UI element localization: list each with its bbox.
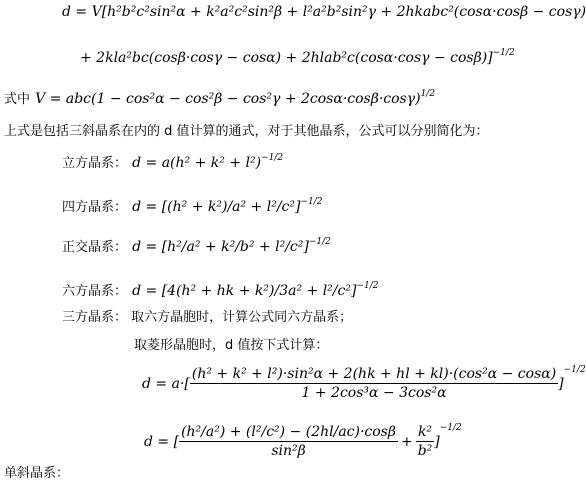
- v-formula: V = abc(1 − cos²α − cos²β − cos²γ + 2cosα·cosβ·cosγ): [35, 91, 421, 107]
- tetragonal-label: 四方晶系：: [62, 200, 128, 215]
- monoclinic-formula: [144, 424, 462, 459]
- mono-fraction1: [179, 424, 398, 459]
- v-label: 式中: [4, 92, 31, 107]
- tetragonal-exponent: −1/2: [300, 197, 323, 207]
- rhombo-numerator: (h² + k² + l²)·sin²α + 2(hk + hl + kl)·(cos²α − cosα): [191, 366, 557, 382]
- mono-fraction2: [416, 424, 435, 459]
- cubic-formula: d = a(h² + k² + l²): [132, 155, 262, 171]
- mono-rbracket: ]: [434, 433, 440, 450]
- general-formula-exponent: −1/2: [492, 48, 515, 58]
- hexagonal-formula: d = [4(h² + hk + k²)/3a² + l²/c²]: [132, 283, 357, 299]
- hexagonal-row: [62, 280, 378, 299]
- hexagonal-exponent: −1/2: [356, 281, 379, 291]
- rhombo-fraction: [190, 366, 558, 401]
- mono-exponent: −1/2: [439, 422, 462, 433]
- general-formula-line2-text: + 2kla²bc(cosβ·cosγ − cosα) + 2hlab²c(cosα·cosγ − cosβ)]: [80, 50, 493, 66]
- rhombo-rbracket: ]: [558, 375, 564, 392]
- general-formula-line2: [80, 50, 515, 66]
- cubic-exponent: −1/2: [261, 153, 284, 163]
- general-formula-line1: [62, 4, 586, 20]
- trigonal-row: [62, 306, 352, 325]
- orthorhombic-label: 正交晶系：: [62, 240, 128, 255]
- mono-plus: +: [400, 433, 413, 450]
- cubic-label: 立方晶系：: [62, 156, 128, 171]
- tetragonal-formula: d = [(h² + k²)/a² + l²/c²]: [132, 199, 301, 215]
- orthorhombic-exponent: −1/2: [308, 237, 331, 247]
- rhombo-lhs: d = a·[: [142, 375, 190, 392]
- rhombohedral-formula: [142, 366, 586, 401]
- v-formula-exponent: 1/2: [420, 89, 436, 99]
- trigonal-text1: 取六方晶胞时，计算公式同六方晶系；: [131, 310, 353, 325]
- trigonal-label: 三方晶系：: [62, 310, 128, 325]
- rhombo-denominator: 1 + 2cos³α − 3cos²α: [301, 385, 447, 401]
- mono-frac2-num: k²: [417, 424, 433, 440]
- trigonal-text2: 取菱形晶胞时，d 值按下式计算：: [134, 338, 329, 353]
- mono-lhs: d = [: [144, 433, 180, 450]
- rhombo-exponent: −1/2: [563, 364, 586, 375]
- mono-frac2-den: b²: [417, 443, 433, 459]
- hexagonal-label: 六方晶系：: [62, 284, 128, 299]
- orthorhombic-formula: d = [h²/a² + k²/b² + l²/c²]: [132, 239, 309, 255]
- general-formula-line1-text: d = V[h²b²c²sin²α + k²a²c²sin²β + l²a²b²sin²γ + 2hkabc²(cosα·cosβ − cosγ): [62, 4, 586, 20]
- cubic-row: [62, 152, 283, 171]
- mono-denominator: sin²β: [271, 443, 306, 459]
- intro-text: 上式是包括三斜晶系在内的 d 值计算的通式，对于其他晶系，公式可以分别简化为：: [4, 124, 489, 139]
- monoclinic-label: 单斜晶系：: [4, 466, 70, 481]
- trigonal-text2-row: [134, 334, 328, 353]
- mono-numerator: (h²/a²) + (l²/c²) − (2hl/ac)·cosβ: [181, 424, 396, 440]
- orthorhombic-row: [62, 236, 331, 255]
- tetragonal-row: [62, 196, 323, 215]
- v-definition: [4, 88, 435, 107]
